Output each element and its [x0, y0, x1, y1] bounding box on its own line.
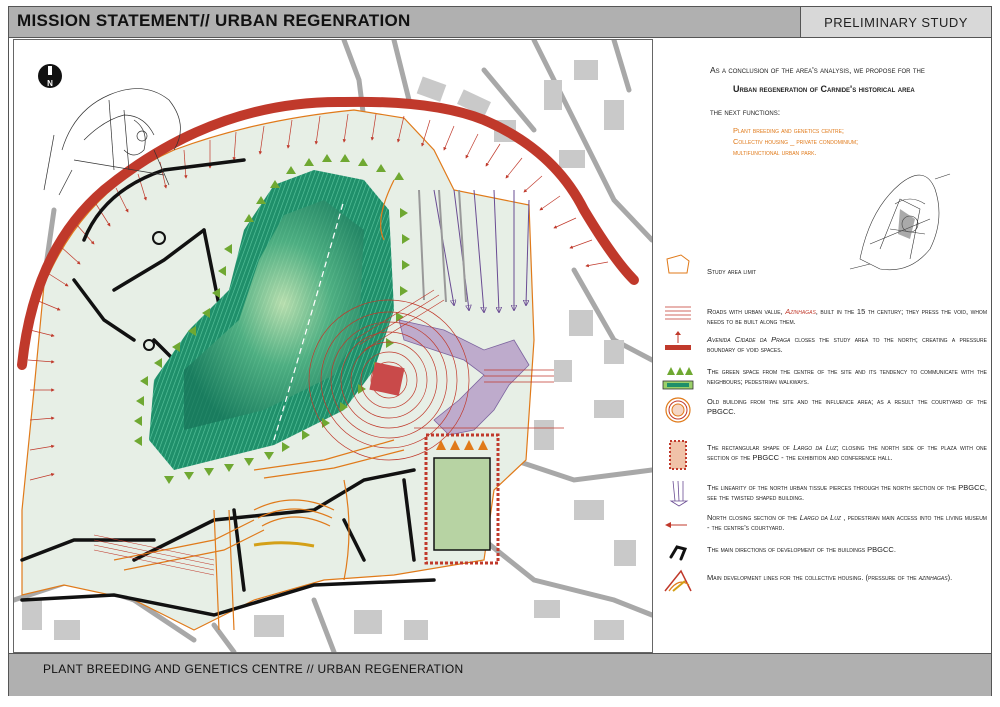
legend-text: The rectangular shape of Largo da Luz; closing the north side of the plaza with one section of the PBGCC - the exhibition and conference hall. — [707, 443, 987, 462]
sheet-subtitle: PRELIMINARY STUDY — [800, 7, 991, 37]
footer-title: PLANT BREEDING AND GENETICS CENTRE // URBAN REGENERATION — [43, 662, 464, 676]
linearity-icon — [661, 479, 695, 507]
footer-bar — [9, 653, 991, 696]
sheet-title: MISSION STATEMENT// URBAN REGENRATION — [17, 11, 411, 30]
legend-text: Main development lines for the collective housing. (pressure of the azinhagas). — [707, 573, 953, 582]
compass-icon — [38, 64, 62, 88]
main-directions-icon — [661, 539, 695, 563]
north-closing-icon — [661, 513, 695, 537]
site-plan-map — [13, 39, 653, 653]
development-lines-icon — [661, 567, 695, 595]
legend-text: Study area limit — [707, 267, 757, 276]
function-item: Collectiv housing _ private condominium; — [733, 137, 859, 146]
rectangular-shape-icon — [661, 439, 695, 471]
site-plan-svg — [14, 40, 652, 652]
legend-panel — [655, 39, 989, 651]
function-item: multifunctional urban park. — [733, 148, 817, 157]
legend-text: The main directions of development of the buildings PBGCC. — [707, 545, 896, 554]
legend-text: Avenida Cidade da Praga closes the study area to the north; creating a pressure boundary of void spaces. — [707, 335, 987, 354]
legend-text: The linearity of the north urban tissue pierces through the north section of the PBGCC, see the twisted shaped building. — [707, 483, 987, 502]
legend-text: Roads with urban value, Azinhagas, built in the 15 th century; they press the void, whom needs to be built along them. — [707, 307, 987, 326]
drawing-sheet — [8, 6, 992, 696]
azinhagas-roads-icon — [661, 301, 695, 325]
old-building-icon — [661, 395, 695, 425]
legend-text: The green space from the centre of the site and its tendency to communicate with the neighbours; pedestrian walkways. — [707, 367, 987, 386]
context-sketch — [840, 149, 960, 279]
avenida-icon — [661, 329, 695, 353]
function-item: Plant breeding and genetics centre; — [733, 126, 844, 135]
legend-text: Old building from the site and the influence area; as a result the courtyard of the PBGCC. — [707, 397, 987, 416]
study-area-limit-icon — [661, 253, 695, 277]
green-space-icon — [661, 363, 695, 393]
legend-text: North closing section of the Largo da Luz , pedestrian main access into the living museum - the centre's courtyard. — [707, 513, 987, 532]
intro-text: As a conclusion of the area's analysis, we propose for the — [710, 65, 925, 75]
header-bar — [9, 7, 991, 38]
compass-label: N — [47, 79, 53, 88]
intro-functions-heading: the next functions: — [710, 107, 781, 117]
intro-bold-title: Urban regeneration of Carnide's historical area — [733, 84, 915, 94]
